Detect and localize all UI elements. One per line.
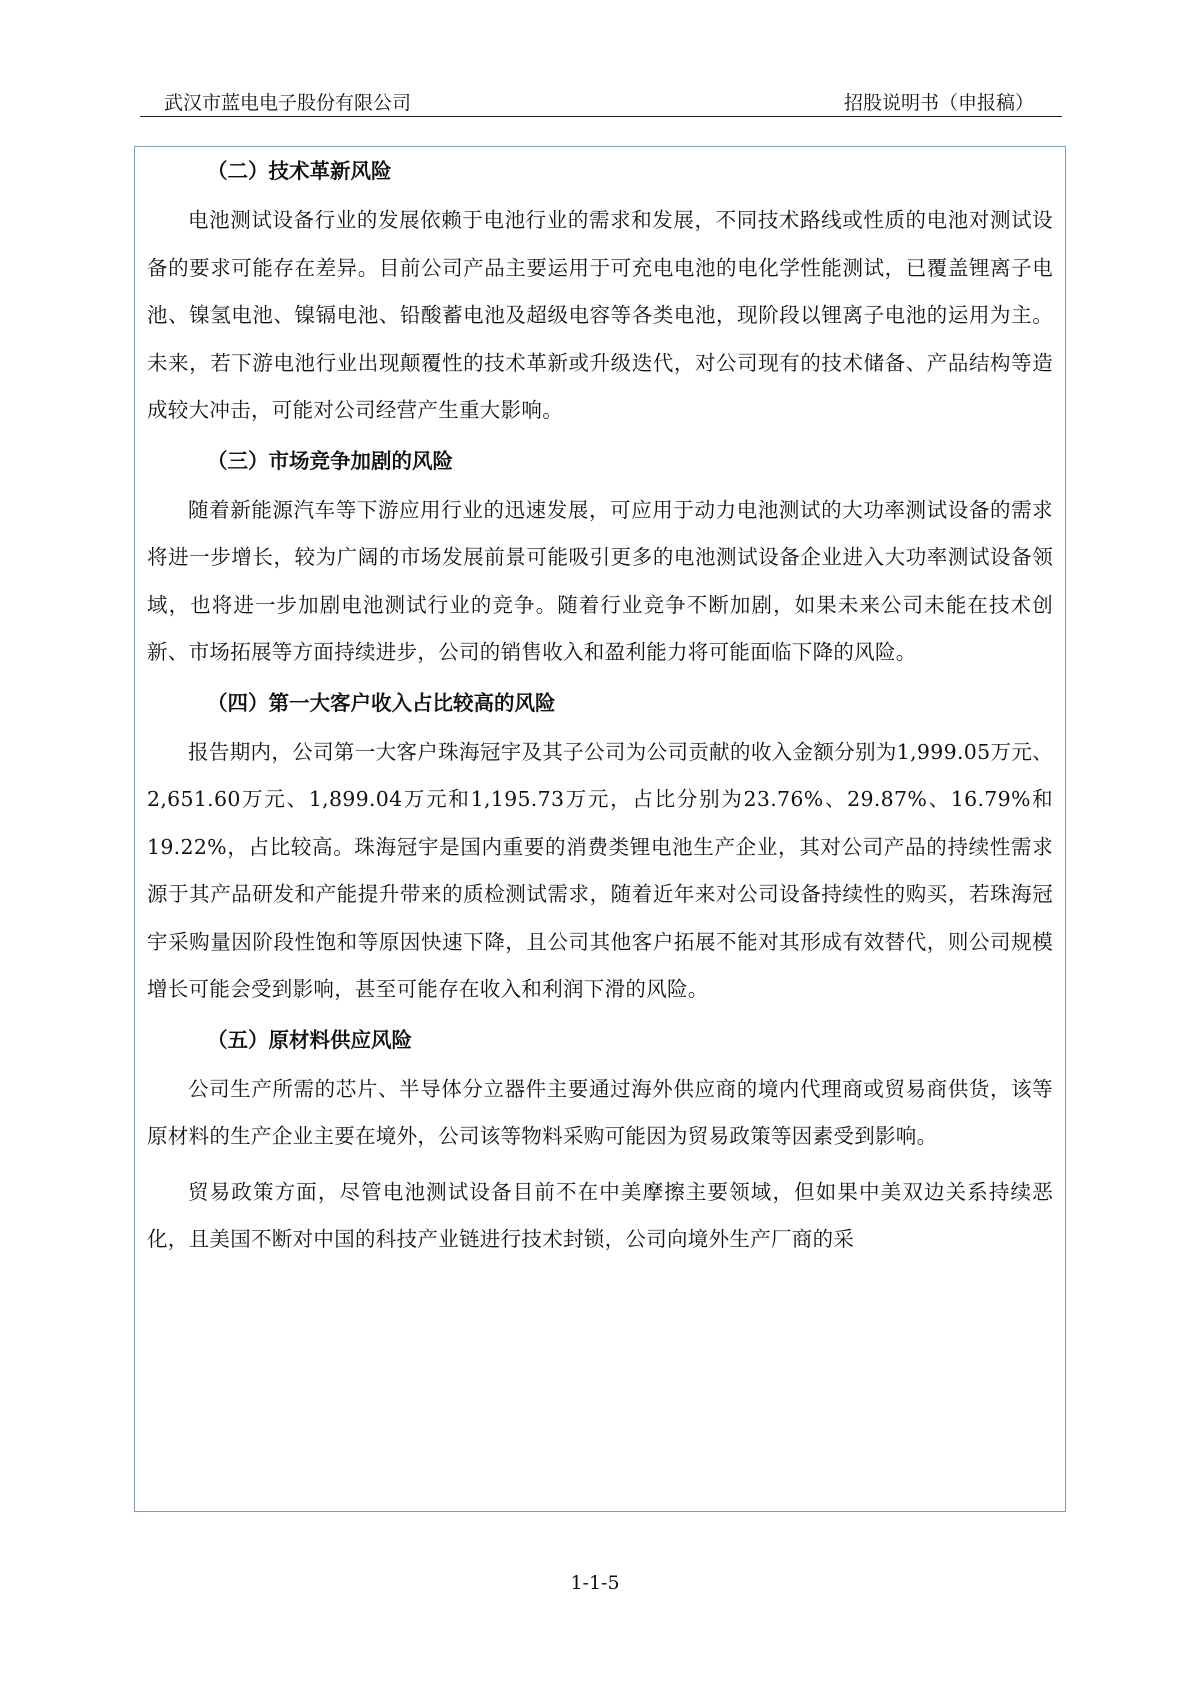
paragraph-trade-policy: 贸易政策方面，尽管电池测试设备目前不在中美摩擦主要领域，但如果中美双边关系持续恶化，且美国不断对中国的科技产业链进行技术封锁，公司向境外生产厂商的采 [147, 1179, 1053, 1251]
paragraph-market-competition-risk: 随着新能源汽车等下游应用行业的迅速发展，可应用于动力电池测试的大功率测试设备的需求将进一步增长，较为广阔的市场发展前景可能吸引更多的电池测试设备企业进入大功率测试设备领域，也将进一步加剧电池测试行业的竞争。随着行业竞争不断加剧，如果未来公司未能在技术创新、市场拓展等方面持续进步，公司的销售收入和盈利能力将可能面临下降的风险。 [147, 497, 1053, 664]
header-document-title: 招股说明书（申报稿） [843, 92, 1034, 114]
section-title-top-customer-risk: （四）第一大客户收入占比较高的风险 [207, 690, 556, 715]
header-company-name: 武汉市蓝电电子股份有限公司 [164, 92, 412, 114]
risk-section-frame [134, 146, 1066, 1512]
section-title-tech-innovation-risk: （二）技术革新风险 [207, 159, 392, 183]
risk-section-content [147, 153, 1053, 1272]
section-title-raw-material-risk: （五）原材料供应风险 [207, 1027, 412, 1052]
section-title-market-competition-risk: （三）市场竞争加剧的风险 [207, 448, 453, 473]
page-header [140, 84, 1062, 117]
page-number: 1-1-5 [570, 1572, 620, 1594]
paragraph-raw-material-supply: 公司生产所需的芯片、半导体分立器件主要通过海外供应商的境内代理商或贸易商供货，该等原材料的生产企业主要在境外，公司该等物料采购可能因为贸易政策等因素受到影响。 [147, 1076, 1053, 1148]
paragraph-top-customer-risk: 报告期内，公司第一大客户珠海冠宇及其子公司为公司贡献的收入金额分别为1,999.05万元、2,651.60万元、1,899.04万元和1,195.73万元，占比分别为23.76%、29.87%、16.79%和 19.22%，占比较高。珠海冠宇是国内重要的消费类锂电池生产企业，其对公司产品的持续性需求源于其产品研发和产能提升带来的质检测试需求，随着近年来对公司设备持续性的购买，若珠海冠宇采购量因阶段性饱和等原因快速下降，且公司其他客户拓展不能对其形成有效替代，则公司规模增长可能会受到影响，甚至可能存在收入和利润下滑的风险。 [147, 739, 1053, 1001]
paragraph-tech-innovation-risk: 电池测试设备行业的发展依赖于电池行业的需求和发展，不同技术路线或性质的电池对测试设备的要求可能存在差异。目前公司产品主要运用于可充电电池的电化学性能测试，已覆盖锂离子电池、镍氢电池、镍镉电池、铅酸蓄电池及超级电容等各类电池，现阶段以锂离子电池的运用为主。未来，若下游电池行业出现颠覆性的技术革新或升级迭代，对公司现有的技术储备、产品结构等造成较大冲击，可能对公司经营产生重大影响。 [147, 208, 1053, 422]
